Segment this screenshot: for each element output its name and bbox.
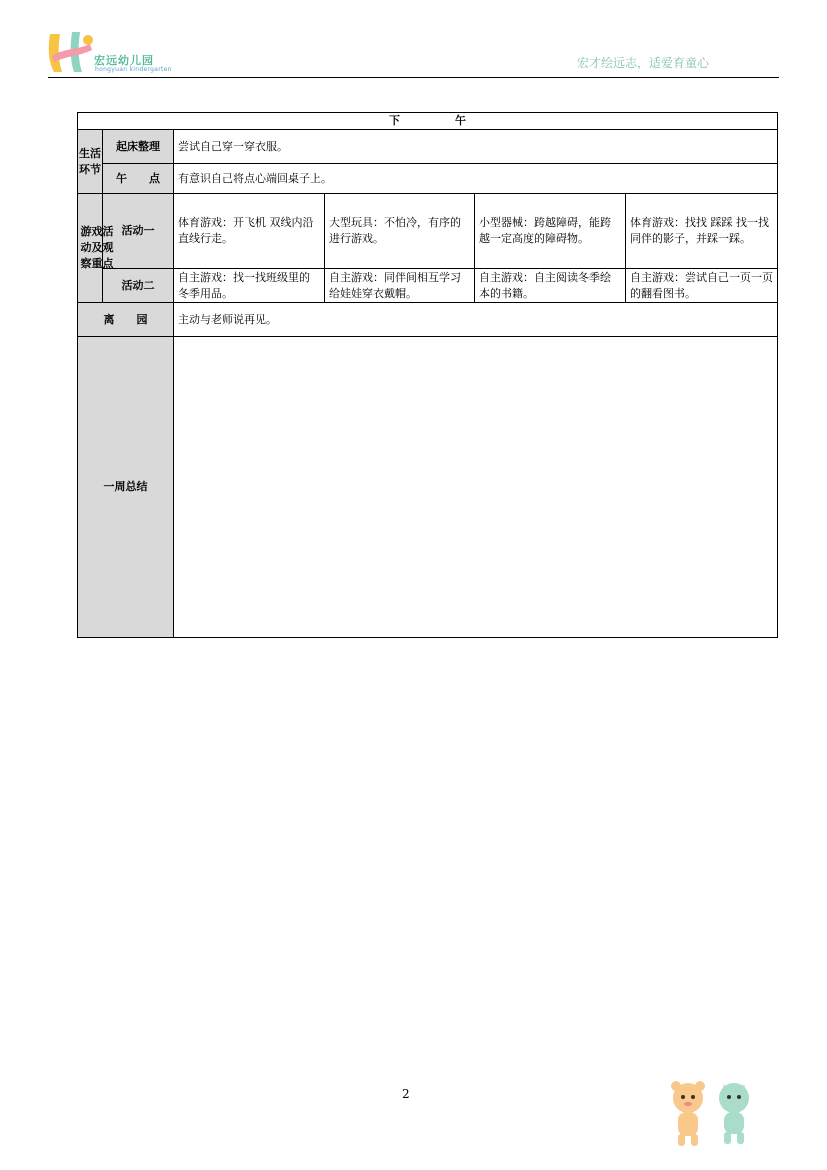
- activity1-cell: 体育游戏：开飞机 双线内沿直线行走。: [174, 194, 325, 269]
- table-title: 下 午: [78, 113, 778, 130]
- activity1-label: 活动一: [103, 194, 174, 269]
- wake-text: 尝试自己穿一穿衣服。: [174, 130, 778, 164]
- snack-label: 午 点: [103, 164, 174, 194]
- activity1-cell: 大型玩具：不怕冷，有序的进行游戏。: [325, 194, 475, 269]
- header-slogan: 宏才绘远志，适爱育童心: [577, 56, 710, 70]
- logo-name: 宏远幼儿园: [94, 54, 154, 67]
- header-divider: [48, 77, 779, 78]
- activity2-label: 活动二: [103, 269, 174, 303]
- weekly-summary-label: 一周总结: [78, 337, 174, 638]
- activity2-cell: 自主游戏：尝试自己一页一页的翻看图书。: [626, 269, 778, 303]
- activity2-cell: 自主游戏：自主阅读冬季绘本的书籍。: [475, 269, 626, 303]
- life-section-label: 生活环节: [78, 130, 103, 194]
- logo-subtitle: hongyuan kindergarten: [95, 66, 172, 73]
- wake-label: 起床整理: [103, 130, 174, 164]
- snack-text: 有意识自己将点心端回桌子上。: [174, 164, 778, 194]
- activity2-cell: 自主游戏：找一找班级里的冬季用品。: [174, 269, 325, 303]
- page-number: 2: [402, 1087, 410, 1101]
- activity2-cell: 自主游戏：同伴间相互学习给娃娃穿衣戴帽。: [325, 269, 475, 303]
- games-section-label: 游戏活动及观察重点: [78, 194, 103, 303]
- afternoon-plan-table: [77, 112, 778, 638]
- activity1-cell: 小型器械：跨越障碍，能跨越一定高度的障碍物。: [475, 194, 626, 269]
- weekly-summary-field[interactable]: [174, 337, 778, 638]
- mascot-illustration-icon: [664, 1076, 760, 1148]
- leave-text: 主动与老师说再见。: [174, 303, 778, 337]
- leave-label: 离 园: [78, 303, 174, 337]
- activity1-cell: 体育游戏：找找 踩踩 找一找同伴的影子，并踩一踩。: [626, 194, 778, 269]
